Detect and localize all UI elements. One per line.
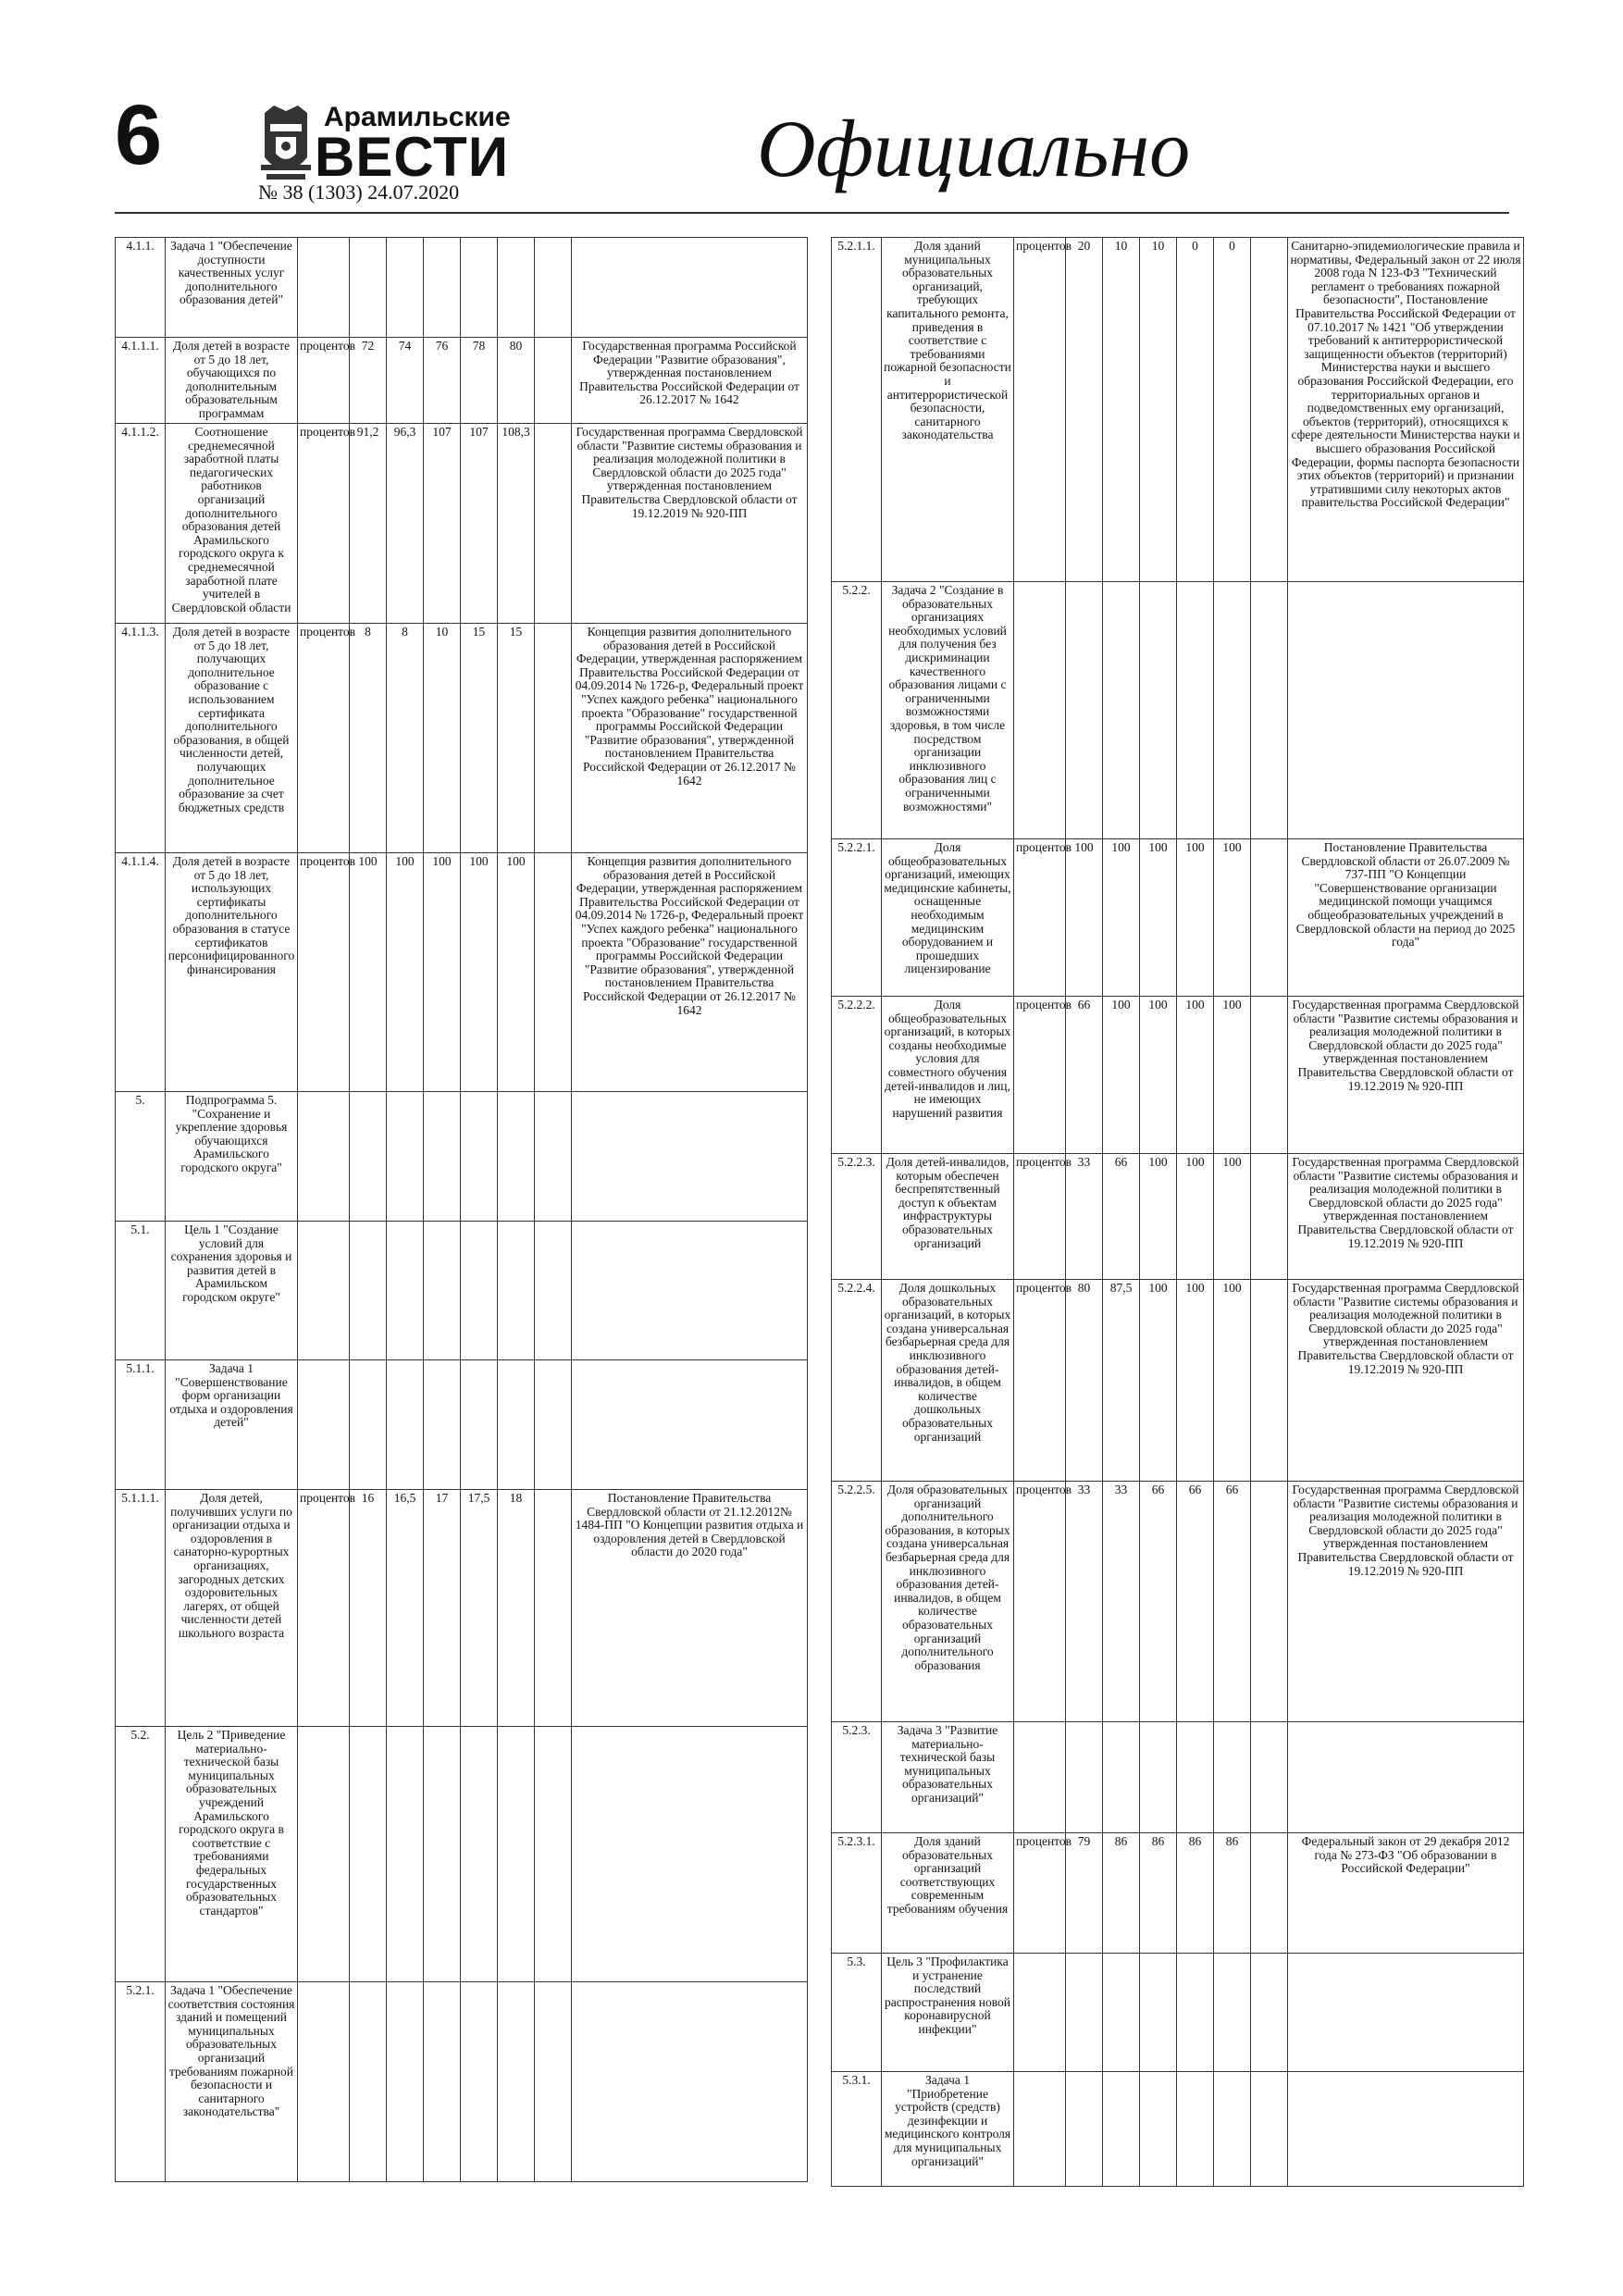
unit-of-measure bbox=[298, 1982, 350, 2182]
indicator-name: Цель 2 "Приведение материально-технической базы муниципальных образовательных учреждений Арамильского городского округа в соответствие с требованиями федеральных государственных образовательных стандартов" bbox=[166, 1727, 298, 1982]
table-row bbox=[116, 238, 808, 338]
value-cell: 78 bbox=[461, 338, 498, 424]
table-row bbox=[832, 1280, 1524, 1482]
indicator-name: Цель 1 "Создание условий для сохранения здоровья и развития детей в Арамильском городском округе" bbox=[166, 1222, 298, 1360]
value-cell: 15 bbox=[498, 624, 535, 853]
value-cell bbox=[1177, 2072, 1214, 2187]
unit-of-measure: процентов bbox=[1014, 839, 1066, 997]
value-cell bbox=[350, 1092, 387, 1222]
value-cell bbox=[498, 1222, 535, 1360]
row-number: 5.2.3.1. bbox=[832, 1833, 882, 1954]
value-cell bbox=[424, 1092, 461, 1222]
row-number: 5.2.2. bbox=[832, 582, 882, 839]
value-cell bbox=[1251, 839, 1288, 997]
indicators-table-left bbox=[115, 237, 808, 2182]
row-number: 5.2.3. bbox=[832, 1722, 882, 1833]
indicator-name: Доля детей в возрасте от 5 до 18 лет, обучающихся по дополнительным образовательным программам bbox=[166, 338, 298, 424]
issue-info: № 38 (1303) 24.07.2020 bbox=[258, 180, 460, 204]
source-document: Государственная программа Российской Федерации "Развитие образования", утвержденная постановлением Правительства Российской Федерации от 26.12.2017 № 1642 bbox=[572, 338, 808, 424]
row-number: 5.1.1. bbox=[116, 1360, 166, 1490]
source-document bbox=[572, 1222, 808, 1360]
value-cell: 100 bbox=[498, 853, 535, 1092]
value-cell: 10 bbox=[424, 624, 461, 853]
value-cell: 80 bbox=[1066, 1280, 1103, 1482]
value-cell: 100 bbox=[350, 853, 387, 1092]
value-cell: 8 bbox=[350, 624, 387, 853]
value-cell: 87,5 bbox=[1103, 1280, 1140, 1482]
table-row bbox=[116, 424, 808, 624]
value-cell: 100 bbox=[1140, 997, 1177, 1154]
table-row bbox=[832, 1833, 1524, 1954]
value-cell: 86 bbox=[1103, 1833, 1140, 1954]
value-cell: 80 bbox=[498, 338, 535, 424]
unit-of-measure bbox=[298, 1222, 350, 1360]
source-document: Государственная программа Свердловской области "Развитие системы образования и реализация молодежной политики в Свердловской области до 2025 года" утвержденная постановлением Правительства Свердловской области от 19.12.2019 № 920-ПП bbox=[1288, 1482, 1524, 1722]
indicator-name: Цель 3 "Профилактика и устранение последствий распространения новой коронавирусной инфекции" bbox=[882, 1954, 1014, 2072]
source-document: Государственная программа Свердловской области "Развитие системы образования и реализация молодежной политики в Свердловской области до 2025 года" утвержденная постановлением Правительства Свердловской области от 19.12.2019 № 920-ПП bbox=[1288, 1154, 1524, 1280]
indicator-name: Задача 1 "Приобретение устройств (средств) дезинфекции и медицинского контроля для муниципальных организаций" bbox=[882, 2072, 1014, 2187]
row-number: 4.1.1.1. bbox=[116, 338, 166, 424]
table-row bbox=[116, 1982, 808, 2182]
value-cell: 66 bbox=[1103, 1154, 1140, 1280]
source-document bbox=[1288, 1722, 1524, 1833]
value-cell bbox=[1214, 582, 1251, 839]
indicator-name: Доля общеобразовательных организаций, имеющих медицинские кабинеты, оснащенные необходимым медицинским оборудованием и прошедших лицензирование bbox=[882, 839, 1014, 997]
value-cell bbox=[498, 1727, 535, 1982]
indicator-name: Подпрограмма 5. "Сохранение и укрепление здоровья обучающихся Арамильского городского округа" bbox=[166, 1092, 298, 1222]
value-cell: 86 bbox=[1214, 1833, 1251, 1954]
value-cell bbox=[498, 1982, 535, 2182]
value-cell: 100 bbox=[1140, 1154, 1177, 1280]
source-document: Государственная программа Свердловской области "Развитие системы образования и реализация молодежной политики в Свердловской области до 2025 года" утвержденная постановлением Правительства Свердловской области от 19.12.2019 № 920-ПП bbox=[1288, 997, 1524, 1154]
row-number: 5.1. bbox=[116, 1222, 166, 1360]
source-document bbox=[1288, 2072, 1524, 2187]
source-document: Постановление Правительства Свердловской области от 21.12.2012№ 1484-ПП "О Концепции развития отдыха и оздоровления детей в Свердловской области до 2020 года" bbox=[572, 1490, 808, 1727]
row-number: 5.2.2.2. bbox=[832, 997, 882, 1154]
value-cell bbox=[350, 1360, 387, 1490]
source-document: Государственная программа Свердловской области "Развитие системы образования и реализация молодежной политики в Свердловской области до 2025 года" утвержденная постановлением Правительства Свердловской области от 19.12.2019 № 920-ПП bbox=[572, 424, 808, 624]
value-cell bbox=[535, 1092, 572, 1222]
indicator-name: Доля детей-инвалидов, которым обеспечен беспрепятственный доступ к объектам инфраструктуры образовательных организаций bbox=[882, 1154, 1014, 1280]
value-cell bbox=[350, 1727, 387, 1982]
indicator-name: Доля детей в возрасте от 5 до 18 лет, получающих дополнительное образование с использованием сертификата дополнительного образования, в общей численности детей, получающих дополнительное образование за счет бюджетных средств bbox=[166, 624, 298, 853]
table-row bbox=[116, 1092, 808, 1222]
value-cell bbox=[350, 1982, 387, 2182]
value-cell: 17 bbox=[424, 1490, 461, 1727]
table-row bbox=[832, 839, 1524, 997]
value-cell bbox=[498, 1360, 535, 1490]
row-number: 5.2.2.4. bbox=[832, 1280, 882, 1482]
value-cell bbox=[498, 238, 535, 338]
value-cell bbox=[424, 238, 461, 338]
unit-of-measure bbox=[1014, 1954, 1066, 2072]
value-cell: 76 bbox=[424, 338, 461, 424]
table-row bbox=[116, 1727, 808, 1982]
value-cell: 66 bbox=[1066, 997, 1103, 1154]
unit-of-measure bbox=[1014, 582, 1066, 839]
value-cell: 100 bbox=[1214, 997, 1251, 1154]
table-row bbox=[116, 1490, 808, 1727]
table-row bbox=[116, 853, 808, 1092]
value-cell: 96,3 bbox=[387, 424, 424, 624]
unit-of-measure: процентов bbox=[298, 424, 350, 624]
source-document: Постановление Правительства Свердловской области от 26.07.2009 № 737-ПП "О Концепции "Совершенствование организации медицинской помощи учащимся общеобразовательных учреждений в Свердловской области на период до 2025 года" bbox=[1288, 839, 1524, 997]
value-cell bbox=[461, 1727, 498, 1982]
value-cell bbox=[1251, 1280, 1288, 1482]
indicator-name: Задача 1 "Совершенствование форм организации отдыха и оздоровления детей" bbox=[166, 1360, 298, 1490]
value-cell bbox=[1140, 582, 1177, 839]
table-row bbox=[832, 1722, 1524, 1833]
brand-small: Арамильские bbox=[324, 102, 511, 132]
unit-of-measure bbox=[298, 1092, 350, 1222]
unit-of-measure: процентов bbox=[1014, 1280, 1066, 1482]
section-title: Официально bbox=[757, 105, 1191, 194]
value-cell: 100 bbox=[1177, 1154, 1214, 1280]
value-cell: 20 bbox=[1066, 238, 1103, 582]
value-cell bbox=[535, 424, 572, 624]
value-cell: 100 bbox=[1140, 1280, 1177, 1482]
value-cell bbox=[1066, 582, 1103, 839]
value-cell bbox=[387, 1092, 424, 1222]
value-cell bbox=[1251, 1154, 1288, 1280]
value-cell bbox=[1140, 1722, 1177, 1833]
value-cell bbox=[1066, 2072, 1103, 2187]
value-cell bbox=[1103, 1722, 1140, 1833]
source-document: Концепция развития дополнительного образования детей в Российской Федерации, утвержденная распоряжением Правительства Российской Федерации от 04.09.2014 № 1726-р, Федеральный проект "Успех каждого ребенка" национального проекта "Образование" государственной программы Российской Федерации "Развитие образования", утвержденной постановлением Правительства Российской Федерации от 26.12.2017 № 1642 bbox=[572, 853, 808, 1092]
value-cell: 33 bbox=[1066, 1482, 1103, 1722]
row-number: 5.3.1. bbox=[832, 2072, 882, 2187]
value-cell bbox=[387, 1222, 424, 1360]
indicator-name: Доля детей в возрасте от 5 до 18 лет, использующих сертификаты дополнительного образования в статусе сертификатов персонифицированного финансирования bbox=[166, 853, 298, 1092]
unit-of-measure bbox=[298, 1727, 350, 1982]
value-cell bbox=[424, 1982, 461, 2182]
value-cell bbox=[461, 238, 498, 338]
source-document: Концепция развития дополнительного образования детей в Российской Федерации, утвержденная распоряжением Правительства Российской Федерации от 04.09.2014 № 1726-р, Федеральный проект "Успех каждого ребенка" национального проекта "Образование" государственной программы Российской Федерации "Развитие образования", утвержденной постановлением Правительства Российской Федерации от 26.12.2017 № 1642 bbox=[572, 624, 808, 853]
value-cell bbox=[535, 1222, 572, 1360]
row-number: 4.1.1.3. bbox=[116, 624, 166, 853]
unit-of-measure bbox=[1014, 2072, 1066, 2187]
indicator-name: Соотношение среднемесячной заработной платы педагогических работников организаций дополнительного образования детей Арамильского городского округа к среднемесячной заработной плате учителей в Свердловской области bbox=[166, 424, 298, 624]
source-document bbox=[1288, 582, 1524, 839]
value-cell bbox=[535, 853, 572, 1092]
row-number: 5.1.1.1. bbox=[116, 1490, 166, 1727]
unit-of-measure: процентов bbox=[1014, 1154, 1066, 1280]
value-cell: 0 bbox=[1214, 238, 1251, 582]
table-row bbox=[832, 1954, 1524, 2072]
value-cell: 10 bbox=[1103, 238, 1140, 582]
row-number: 4.1.1.2. bbox=[116, 424, 166, 624]
value-cell: 86 bbox=[1140, 1833, 1177, 1954]
value-cell: 33 bbox=[1066, 1154, 1103, 1280]
source-document bbox=[572, 1982, 808, 2182]
value-cell bbox=[1103, 1954, 1140, 2072]
unit-of-measure bbox=[298, 1360, 350, 1490]
row-number: 4.1.1.4. bbox=[116, 853, 166, 1092]
value-cell bbox=[1103, 2072, 1140, 2187]
value-cell bbox=[1066, 1722, 1103, 1833]
table-row bbox=[116, 338, 808, 424]
table-row bbox=[832, 1154, 1524, 1280]
indicator-name: Задача 3 "Развитие материально-технической базы муниципальных образовательных организаций" bbox=[882, 1722, 1014, 1833]
indicator-name: Доля детей, получивших услуги по организации отдыха и оздоровления в санаторно-курортных организациях, загородных детских оздоровительных лагерях, от общей численности детей школьного возраста bbox=[166, 1490, 298, 1727]
value-cell: 66 bbox=[1177, 1482, 1214, 1722]
value-cell bbox=[461, 1092, 498, 1222]
unit-of-measure bbox=[1014, 1722, 1066, 1833]
value-cell bbox=[424, 1360, 461, 1490]
indicator-name: Доля образовательных организаций дополнительного образования, в которых создана универсальная безбарьерная среда для инклюзивного образования детей-инвалидов, в общем количестве образовательных организаций дополнительного образования bbox=[882, 1482, 1014, 1722]
value-cell: 79 bbox=[1066, 1833, 1103, 1954]
value-cell bbox=[461, 1360, 498, 1490]
unit-of-measure: процентов bbox=[298, 338, 350, 424]
value-cell: 100 bbox=[1177, 997, 1214, 1154]
value-cell bbox=[1214, 1722, 1251, 1833]
value-cell bbox=[1103, 582, 1140, 839]
value-cell bbox=[461, 1222, 498, 1360]
indicator-name: Задача 1 "Обеспечение соответствия состояния зданий и помещений муниципальных образовательных организаций требованиям пожарной безопасности и санитарного законодательства" bbox=[166, 1982, 298, 2182]
value-cell: 86 bbox=[1177, 1833, 1214, 1954]
value-cell bbox=[1251, 1722, 1288, 1833]
indicator-name: Задача 1 "Обеспечение доступности качественных услуг дополнительного образования детей" bbox=[166, 238, 298, 338]
value-cell bbox=[1066, 1954, 1103, 2072]
row-number: 5.2. bbox=[116, 1727, 166, 1982]
value-cell: 100 bbox=[1177, 839, 1214, 997]
table-row bbox=[116, 1222, 808, 1360]
value-cell: 10 bbox=[1140, 238, 1177, 582]
value-cell: 107 bbox=[461, 424, 498, 624]
value-cell bbox=[1251, 1833, 1288, 1954]
value-cell bbox=[535, 238, 572, 338]
unit-of-measure: процентов bbox=[298, 1490, 350, 1727]
value-cell bbox=[1251, 1954, 1288, 2072]
source-document: Федеральный закон от 29 декабря 2012 года № 273-ФЗ "Об образовании в Российской Федерации" bbox=[1288, 1833, 1524, 1954]
value-cell: 100 bbox=[1103, 997, 1140, 1154]
table-row bbox=[832, 997, 1524, 1154]
page-number: 6 bbox=[115, 88, 163, 182]
value-cell: 66 bbox=[1140, 1482, 1177, 1722]
value-cell: 100 bbox=[461, 853, 498, 1092]
unit-of-measure: процентов bbox=[298, 624, 350, 853]
value-cell: 100 bbox=[1140, 839, 1177, 997]
row-number: 5.2.1. bbox=[116, 1982, 166, 2182]
value-cell bbox=[535, 1360, 572, 1490]
unit-of-measure: процентов bbox=[1014, 1833, 1066, 1954]
value-cell bbox=[535, 1490, 572, 1727]
row-number: 5.2.2.1. bbox=[832, 839, 882, 997]
value-cell bbox=[1251, 2072, 1288, 2187]
value-cell bbox=[350, 1222, 387, 1360]
row-number: 5. bbox=[116, 1092, 166, 1222]
value-cell bbox=[387, 238, 424, 338]
value-cell bbox=[498, 1092, 535, 1222]
indicator-name: Доля зданий образовательных организаций соответствующих современным требованиям обучения bbox=[882, 1833, 1014, 1954]
value-cell bbox=[1251, 582, 1288, 839]
unit-of-measure: процентов bbox=[1014, 1482, 1066, 1722]
value-cell bbox=[1251, 238, 1288, 582]
value-cell: 108,3 bbox=[498, 424, 535, 624]
value-cell bbox=[535, 1727, 572, 1982]
value-cell bbox=[535, 624, 572, 853]
indicator-name: Доля общеобразовательных организаций, в которых созданы необходимые условия для совместного обучения детей-инвалидов и лиц, не имеющих нарушений развития bbox=[882, 997, 1014, 1154]
value-cell bbox=[1177, 1954, 1214, 2072]
value-cell bbox=[1251, 997, 1288, 1154]
value-cell: 33 bbox=[1103, 1482, 1140, 1722]
value-cell bbox=[535, 338, 572, 424]
value-cell: 8 bbox=[387, 624, 424, 853]
row-number: 5.2.2.5. bbox=[832, 1482, 882, 1722]
unit-of-measure: процентов bbox=[1014, 238, 1066, 582]
value-cell bbox=[1177, 582, 1214, 839]
value-cell: 100 bbox=[1214, 1154, 1251, 1280]
value-cell bbox=[1140, 1954, 1177, 2072]
row-number: 5.2.2.3. bbox=[832, 1154, 882, 1280]
value-cell: 66 bbox=[1214, 1482, 1251, 1722]
source-document bbox=[572, 1092, 808, 1222]
row-number: 5.3. bbox=[832, 1954, 882, 2072]
value-cell bbox=[1214, 1954, 1251, 2072]
value-cell: 100 bbox=[1214, 1280, 1251, 1482]
header-rule bbox=[115, 212, 1509, 214]
indicators-table-right bbox=[831, 237, 1524, 2187]
value-cell: 16 bbox=[350, 1490, 387, 1727]
unit-of-measure bbox=[298, 238, 350, 338]
value-cell: 0 bbox=[1177, 238, 1214, 582]
table-row bbox=[832, 238, 1524, 582]
row-number: 5.2.1.1. bbox=[832, 238, 882, 582]
value-cell: 100 bbox=[1177, 1280, 1214, 1482]
value-cell bbox=[535, 1982, 572, 2182]
table-row bbox=[832, 2072, 1524, 2187]
value-cell: 16,5 bbox=[387, 1490, 424, 1727]
value-cell: 74 bbox=[387, 338, 424, 424]
source-document bbox=[572, 238, 808, 338]
value-cell bbox=[387, 1727, 424, 1982]
value-cell: 107 bbox=[424, 424, 461, 624]
value-cell: 100 bbox=[1066, 839, 1103, 997]
brand-logo: ВЕСТИ bbox=[315, 126, 509, 188]
value-cell bbox=[1251, 1482, 1288, 1722]
value-cell: 91,2 bbox=[350, 424, 387, 624]
table-row bbox=[832, 1482, 1524, 1722]
value-cell: 100 bbox=[387, 853, 424, 1092]
value-cell: 100 bbox=[424, 853, 461, 1092]
source-document bbox=[1288, 1954, 1524, 2072]
unit-of-measure: процентов bbox=[1014, 997, 1066, 1154]
source-document bbox=[572, 1360, 808, 1490]
value-cell bbox=[387, 1982, 424, 2182]
value-cell bbox=[387, 1360, 424, 1490]
table-row bbox=[116, 1360, 808, 1490]
value-cell: 72 bbox=[350, 338, 387, 424]
value-cell bbox=[1214, 2072, 1251, 2187]
value-cell bbox=[461, 1982, 498, 2182]
value-cell: 17,5 bbox=[461, 1490, 498, 1727]
row-number: 4.1.1. bbox=[116, 238, 166, 338]
indicator-name: Задача 2 "Создание в образовательных организациях необходимых условий для получения без дискриминации качественного образования лицами с ограниченными возможностями здоровья, в том числе посредством организации инклюзивного образования лиц с ограниченными возможностями" bbox=[882, 582, 1014, 839]
table-row bbox=[116, 624, 808, 853]
value-cell bbox=[1140, 2072, 1177, 2187]
indicator-name: Доля дошкольных образовательных организаций, в которых создана универсальная безбарьерная среда для инклюзивного образования детей-инвалидов, в общем количестве дошкольных образовательных организаций bbox=[882, 1280, 1014, 1482]
value-cell: 15 bbox=[461, 624, 498, 853]
value-cell bbox=[424, 1727, 461, 1982]
unit-of-measure: процентов bbox=[298, 853, 350, 1092]
table-row bbox=[832, 582, 1524, 839]
source-document bbox=[572, 1727, 808, 1982]
value-cell: 100 bbox=[1103, 839, 1140, 997]
value-cell bbox=[350, 238, 387, 338]
source-document: Санитарно-эпидемиологические правила и нормативы, Федеральный закон от 22 июля 2008 года N 123-ФЗ "Технический регламент о требованиях пожарной безопасности", Постановление Правительства Российской Федерации от 07.10.2017 № 1421 "Об утверждении требований к антитеррористической защищенности объектов (территорий) Министерства науки и высшего образования Российской Федерации, его территориальных органов и подведомственных ему организаций, объектов (территорий), относящихся к сфере деятельности Министерства науки и высшего образования Российской Федерации, формы паспорта безопасности этих объектов (территорий) и признании утратившими силу некоторых актов правительства Российской Федерации" bbox=[1288, 238, 1524, 582]
value-cell bbox=[424, 1222, 461, 1360]
source-document: Государственная программа Свердловской области "Развитие системы образования и реализация молодежной политики в Свердловской области до 2025 года" утвержденная постановлением Правительства Свердловской области от 19.12.2019 № 920-ПП bbox=[1288, 1280, 1524, 1482]
value-cell bbox=[1177, 1722, 1214, 1833]
city-emblem-icon bbox=[257, 104, 315, 189]
value-cell: 18 bbox=[498, 1490, 535, 1727]
indicator-name: Доля зданий муниципальных образовательных организаций, требующих капитального ремонта, приведения в соответствие с требованиями пожарной безопасности и антитеррористической безопасности, санитарного законодательства bbox=[882, 238, 1014, 582]
value-cell: 100 bbox=[1214, 839, 1251, 997]
page-header bbox=[0, 0, 1623, 222]
